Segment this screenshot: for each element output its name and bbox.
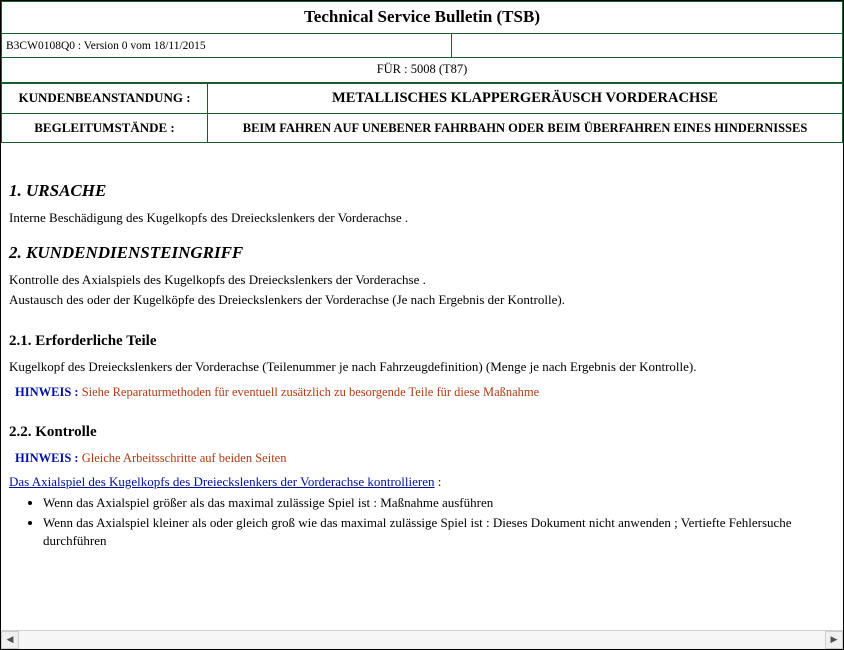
document-body <box>1 1 843 631</box>
complaint-table <box>1 83 843 143</box>
check-procedure-suffix: : <box>437 474 442 490</box>
circumstances-label: BEGLEITUMSTÄNDE : <box>2 114 208 143</box>
horizontal-scrollbar[interactable] <box>1 630 843 649</box>
complaint-label: KUNDENBEANSTANDUNG : <box>2 84 208 114</box>
note-keyword: HINWEIS : <box>15 385 79 400</box>
section-2-text-1: Kontrolle des Axialspiels des Kugelkopfs des Dreieckslenkers der Vorderachse . <box>9 271 426 287</box>
list-item: • Wenn das Axialspiel kleiner als oder gleich groß wie das maximal zulässige Spiel ist : Dieses Dokument nicht anwenden ; Vertiefte Fehlersuche durchführen <box>43 514 835 549</box>
content-top-gap <box>9 143 835 165</box>
complaint-row <box>2 84 843 114</box>
list-item: • Wenn das Axialspiel größer als das maximal zulässige Spiel ist : Maßnahme ausführen <box>43 494 835 512</box>
circumstances-row <box>2 114 843 143</box>
section-2-1-heading: 2.1. Erforderliche Teile <box>9 332 157 349</box>
scrollbar-track[interactable] <box>19 631 825 649</box>
document-reference: B3CW0108Q0 : Version 0 vom 18/11/2015 <box>2 34 452 58</box>
note-text: Siehe Reparaturmethoden für eventuell zusätzlich zu besorgende Teile für diese Maßnahme <box>81 385 540 400</box>
section-2-heading: 2. KUNDENDIENSTEINGRIFF <box>9 242 244 262</box>
circumstances-value: BEIM FAHREN AUF UNEBENER FAHRBAHN ODER BEIM ÜBERFAHREN EINES HINDERNISSES <box>208 114 843 143</box>
section-1-text: Interne Beschädigung des Kugelkopfs des Dreieckslenkers der Vorderachse . <box>9 210 409 226</box>
document-content <box>1 143 843 549</box>
section-1-heading: 1. URSACHE <box>9 181 107 201</box>
vehicle-line: FÜR : 5008 (T87) <box>2 58 843 83</box>
vehicle-row <box>2 58 843 83</box>
reference-row <box>2 34 843 58</box>
scroll-right-arrow-icon[interactable]: ▶ <box>825 631 843 649</box>
section-2-text-2: Austausch des oder der Kugelköpfe des Dreieckslenkers der Vorderachse (Je nach Ergebnis der Kontrolle). <box>9 292 565 308</box>
check-procedure-line <box>9 474 835 490</box>
title-row <box>2 2 843 34</box>
note-procedure <box>15 451 835 466</box>
complaint-value: METALLISCHES KLAPPERGERÄUSCH VORDERACHSE <box>208 84 843 114</box>
scroll-left-arrow-icon[interactable]: ◀ <box>1 631 19 649</box>
note-text: Gleiche Arbeitsschritte auf beiden Seiten <box>81 451 287 466</box>
check-result-list <box>9 494 835 549</box>
check-procedure-link[interactable]: Das Axialspiel des Kugelkopfs des Dreieckslenkers der Vorderachse kontrollieren <box>9 474 435 490</box>
note-keyword: HINWEIS : <box>15 451 79 466</box>
document-reference-right <box>451 34 842 58</box>
header-table <box>1 1 843 83</box>
section-2-1-text: Kugelkopf des Dreieckslenkers der Vorderachse (Teilenummer je nach Fahrzeugdefinition) (Menge je nach Ergebnis der Kontrolle). <box>9 358 697 374</box>
section-2-2-heading: 2.2. Kontrolle <box>9 424 97 441</box>
note-parts <box>15 385 835 400</box>
document-title: Technical Service Bulletin (TSB) <box>2 2 843 34</box>
